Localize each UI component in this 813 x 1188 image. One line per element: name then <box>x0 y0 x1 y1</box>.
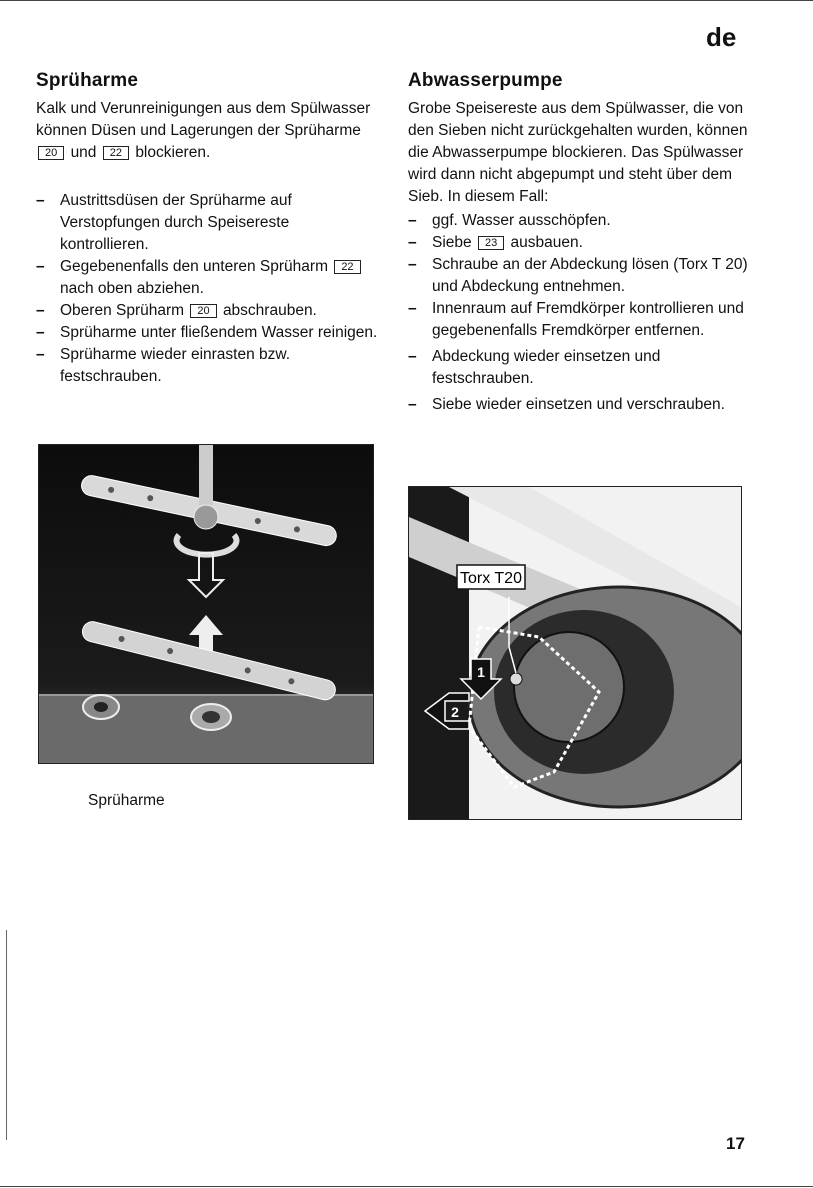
spray-arms-section <box>36 70 381 388</box>
spray-arms-photo <box>38 444 374 764</box>
ref-box-23: 23 <box>478 236 504 250</box>
list-item: – Gegebenenfalls den unteren Sprüharm 22 nach oben abziehen. <box>36 256 381 300</box>
list-item: – Schraube an der Abdeckung lösen (Torx T 20) und Abdeckung entnehmen. <box>408 254 753 298</box>
top-rule <box>0 0 813 1</box>
drain-pump-steps <box>408 210 753 416</box>
drain-pump-title: Abwasserpumpe <box>408 70 563 91</box>
torx-label: Torx T20 <box>460 570 522 587</box>
spray-arms-title: Sprüharme <box>36 70 139 91</box>
ref-box-20: 20 <box>38 146 64 160</box>
list-item: – Innenraum auf Fremdkörper kontrollieren und gegebenenfalls Fremdkörper entfernen. <box>408 298 753 342</box>
bottom-rule <box>0 1186 813 1187</box>
list-item: – Sprüharme wieder einrasten bzw. festschrauben. <box>36 344 381 388</box>
arrow-1-label: 1 <box>477 664 485 680</box>
list-item: – Siebe wieder einsetzen und verschrauben. <box>408 394 753 416</box>
arrow-2-label: 2 <box>451 704 459 720</box>
list-item: – Austrittsdüsen der Sprüharme auf Verstopfungen durch Speisereste kontrollieren. <box>36 190 381 256</box>
drain-pump-intro: Grobe Speisereste aus dem Spülwasser, die von den Sieben nicht zurückgehalten wurden, können die Abwasserpumpe blockieren. Das Spülwasser wird dann nicht abgepumpt und steht über dem Sieb. In diesem Fall: <box>408 100 748 205</box>
spray-arms-intro: Kalk und Verunreinigungen aus dem Spülwasser können Düsen und Lagerungen der Sprüharme 20 und 22 blockieren. <box>36 100 371 161</box>
spray-arms-caption: Sprüharme <box>88 792 165 809</box>
left-edge-mark <box>6 930 7 1140</box>
language-code: de <box>706 22 737 52</box>
ref-box-22: 22 <box>103 146 129 160</box>
spray-arms-steps <box>36 190 381 388</box>
list-item: – ggf. Wasser ausschöpfen. <box>408 210 753 232</box>
page-number: 17 <box>726 1134 745 1153</box>
list-item: – Oberen Sprüharm 20 abschrauben. <box>36 300 381 322</box>
list-item: – Abdeckung wieder einsetzen und festschrauben. <box>408 346 753 390</box>
list-item: – Sprüharme unter fließendem Wasser reinigen. <box>36 322 381 344</box>
list-item: – Siebe 23 ausbauen. <box>408 232 753 254</box>
drain-pump-photo <box>408 486 742 820</box>
drain-pump-section <box>408 70 753 416</box>
ref-box-20: 20 <box>190 304 216 318</box>
ref-box-22: 22 <box>334 260 360 274</box>
